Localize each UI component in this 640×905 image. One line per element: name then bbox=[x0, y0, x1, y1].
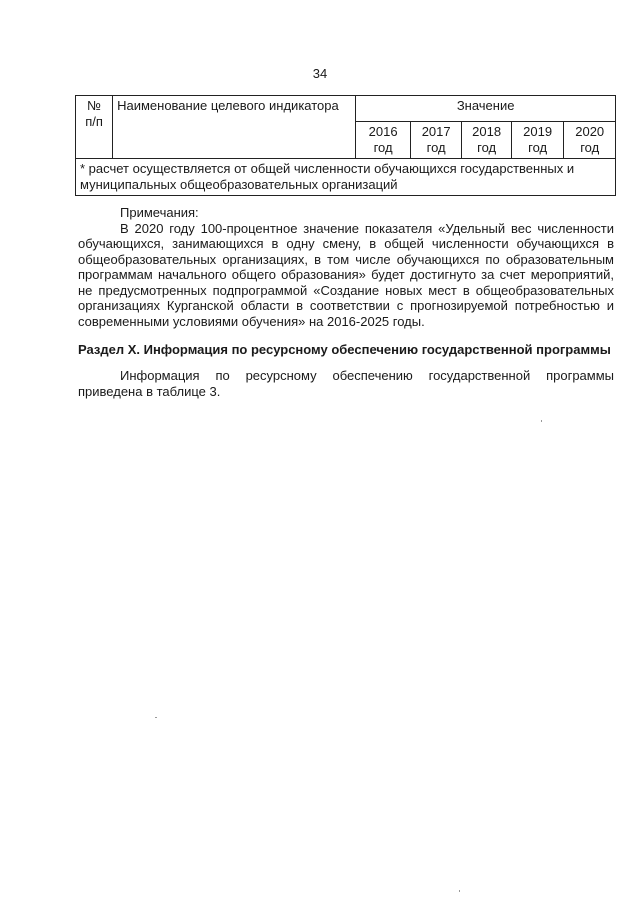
year-number: 2019 bbox=[523, 124, 553, 139]
year-cell bbox=[356, 122, 411, 159]
scan-speck bbox=[541, 420, 542, 422]
year-cell bbox=[410, 122, 462, 159]
year-cell bbox=[564, 122, 616, 159]
notes-title: Примечания: bbox=[120, 205, 199, 220]
year-cell bbox=[511, 122, 564, 159]
year-number: 2018 bbox=[472, 124, 502, 139]
table-header-row bbox=[76, 96, 616, 122]
scan-speck bbox=[155, 717, 157, 718]
section-text: Информация по ресурсному обеспечению государственной программы приведена в таблице 3. bbox=[78, 368, 614, 399]
page-number: 34 bbox=[312, 66, 328, 81]
year-unit: год bbox=[477, 140, 497, 155]
year-number: 2016 bbox=[368, 124, 398, 139]
header-number: № п/п bbox=[76, 96, 113, 159]
year-unit: год bbox=[580, 140, 600, 155]
notes-text: В 2020 году 100-процентное значение показателя «Удельный вес численности обучающихся, занимающихся в одну смену, в общей численности обучающихся в общеобразовательных организациях, в том числе обучающихся по образовательным программам начального общего образования» будет достигнуто за счет мероприятий, не предусмотренных подпрограммой «Создание новых мест в общеобразовательных организациях Курганской области в соответствии с прогнозируемой потребностью и современными условиями обучения» на 2016-2025 годы. bbox=[78, 220, 614, 329]
year-number: 2020 bbox=[575, 124, 605, 139]
year-unit: год bbox=[426, 140, 446, 155]
header-indicator-name: Наименование целевого индикатора bbox=[113, 96, 356, 159]
header-value: Значение bbox=[356, 96, 616, 122]
indicators-table bbox=[75, 95, 616, 196]
year-number: 2017 bbox=[421, 124, 451, 139]
section-heading: Раздел X. Информация по ресурсному обеспечению государственной программы bbox=[78, 342, 611, 357]
table-footnote: * расчет осуществляется от общей численности обучающихся государственных и муниципальных общеобразовательных организаций bbox=[76, 159, 616, 196]
notes-block bbox=[78, 205, 614, 329]
year-unit: год bbox=[528, 140, 548, 155]
table-footnote-row bbox=[76, 159, 616, 196]
year-unit: год bbox=[373, 140, 393, 155]
scan-speck bbox=[459, 890, 460, 892]
year-cell bbox=[462, 122, 511, 159]
